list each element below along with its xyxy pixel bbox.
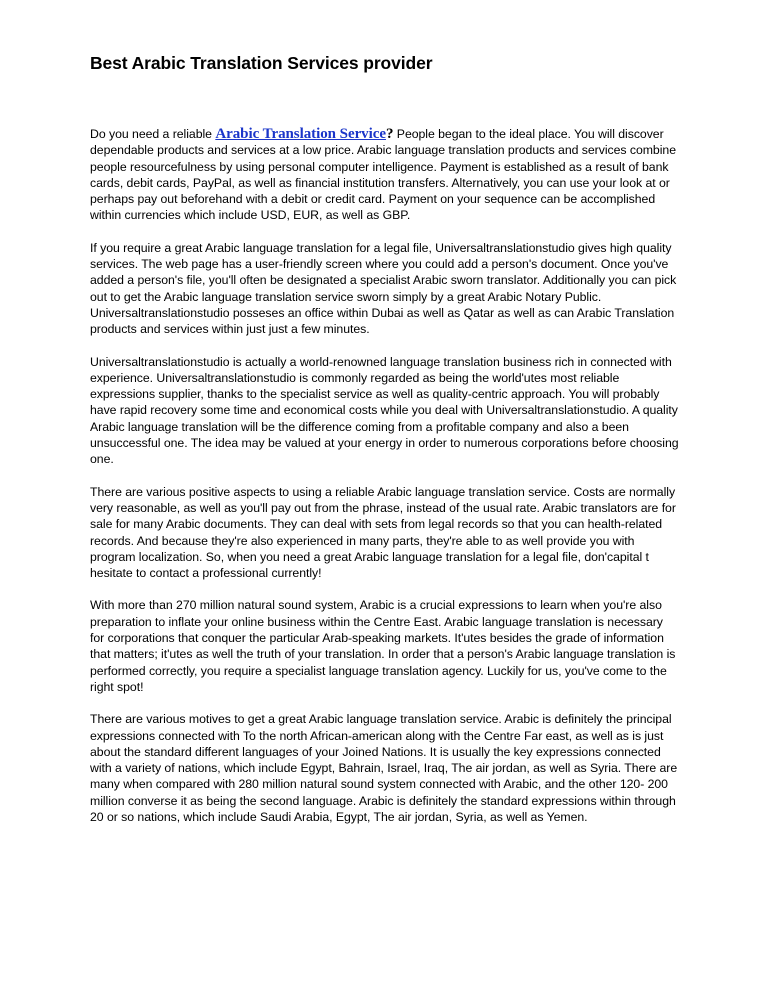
arabic-translation-service-link[interactable]: Arabic Translation Service (215, 126, 386, 142)
intro-question-mark: ? (385, 126, 394, 142)
intro-rest: People began to the ideal place. You will discover dependable products and services at a low price. Arabic language translation products and services combine people resourcefulness by using personal computer intelligence. Payment is established as a result of bank cards, debit cards, PayPal, as well as financial institution transfers. Alternatively, you can use your look at or perhaps pay out beforehand with a debit or credit card. Payment on your sequence can be accomplished within currencies which include USD, EUR, as well as GBP. (90, 127, 676, 223)
paragraph-natural-speakers: With more than 270 million natural sound system, Arabic is a crucial expressions to learn when you're also preparation to inflate your online business within the Centre East. Arabic language translation is necessary for corporations that conquer the particular Arab-speaking markets. It'utes besides the grade of information that matters; it'utes as well the truth of your translation. In order that a person's Arabic language translation is performed correctly, you require a specialist language translation agency. Luckily for us, you've come to the right spot! (90, 598, 676, 694)
intro-lead: Do you need a reliable (90, 127, 216, 141)
document-page (90, 52, 680, 841)
paragraph-motives: There are various motives to get a great Arabic language translation service. Arabic is definitely the principal expressions connected with To the north African-american along with the Centre Far east, as well as is just about the standard different languages of your Joined Nations. It is usually the key expressions connected with a variety of nations, which include Egypt, Bahrain, Israel, Iraq, The air jordan, as well as Syria. There are many when compared with 280 million natural sound system connected with Arabic, and the other 120- 200 million converse it as being the second language. Arabic is definitely the standard expressions within through 20 or so nations, which include Saudi Arabia, Egypt, The air jordan, Syria, as well as Yemen. (90, 712, 678, 824)
intro-paragraph (90, 126, 680, 224)
document-title: Best Arabic Translation Services provider (90, 53, 433, 73)
paragraph-legal-file: If you require a great Arabic language translation for a legal file, Universaltranslationstudio gives high quality services. The web page has a user-friendly screen where you could add a person's document. Once you've added a person's file, you'll often be designated a specialist Arabic sworn translator. Additionally you can pick out to get the Arabic language translation service sworn simply by a great Arabic Notary Public. Universaltranslationstudio posseses an office within Dubai as well as Qatar as well as can Arabic Translation products and services within just just a few minutes. (90, 240, 677, 337)
paragraph-positive-aspects: There are various positive aspects to using a reliable Arabic language translation service. Costs are normally very reasonable, as well as you'll pay out from the phrase, instead of the usual rate. Arabic translators are for sale for many Arabic documents. They can deal with sets from legal records so that you can health-related records. And because they're also experienced in many parts, they're able to as well provide you with program localization. So, when you need a great Arabic language translation for a legal file, don'capital t hesitate to contact a professional currently! (90, 484, 676, 581)
paragraph-world-renowned: Universaltranslationstudio is actually a world-renowned language translation business rich in connected with experience. Universaltranslationstudio is commonly regarded as being the world'utes most reliable expressions supplier, thanks to the specialist service as well as quality-centric approach. You will probably have rapid recovery some time and economical costs while you deal with Universaltranslationstudio. A quality Arabic language translation will be the difference coming from a profitable company and also a been unsuccessful one. The idea may be valued at your energy in order to numerous corporations before choosing one. (90, 354, 679, 467)
